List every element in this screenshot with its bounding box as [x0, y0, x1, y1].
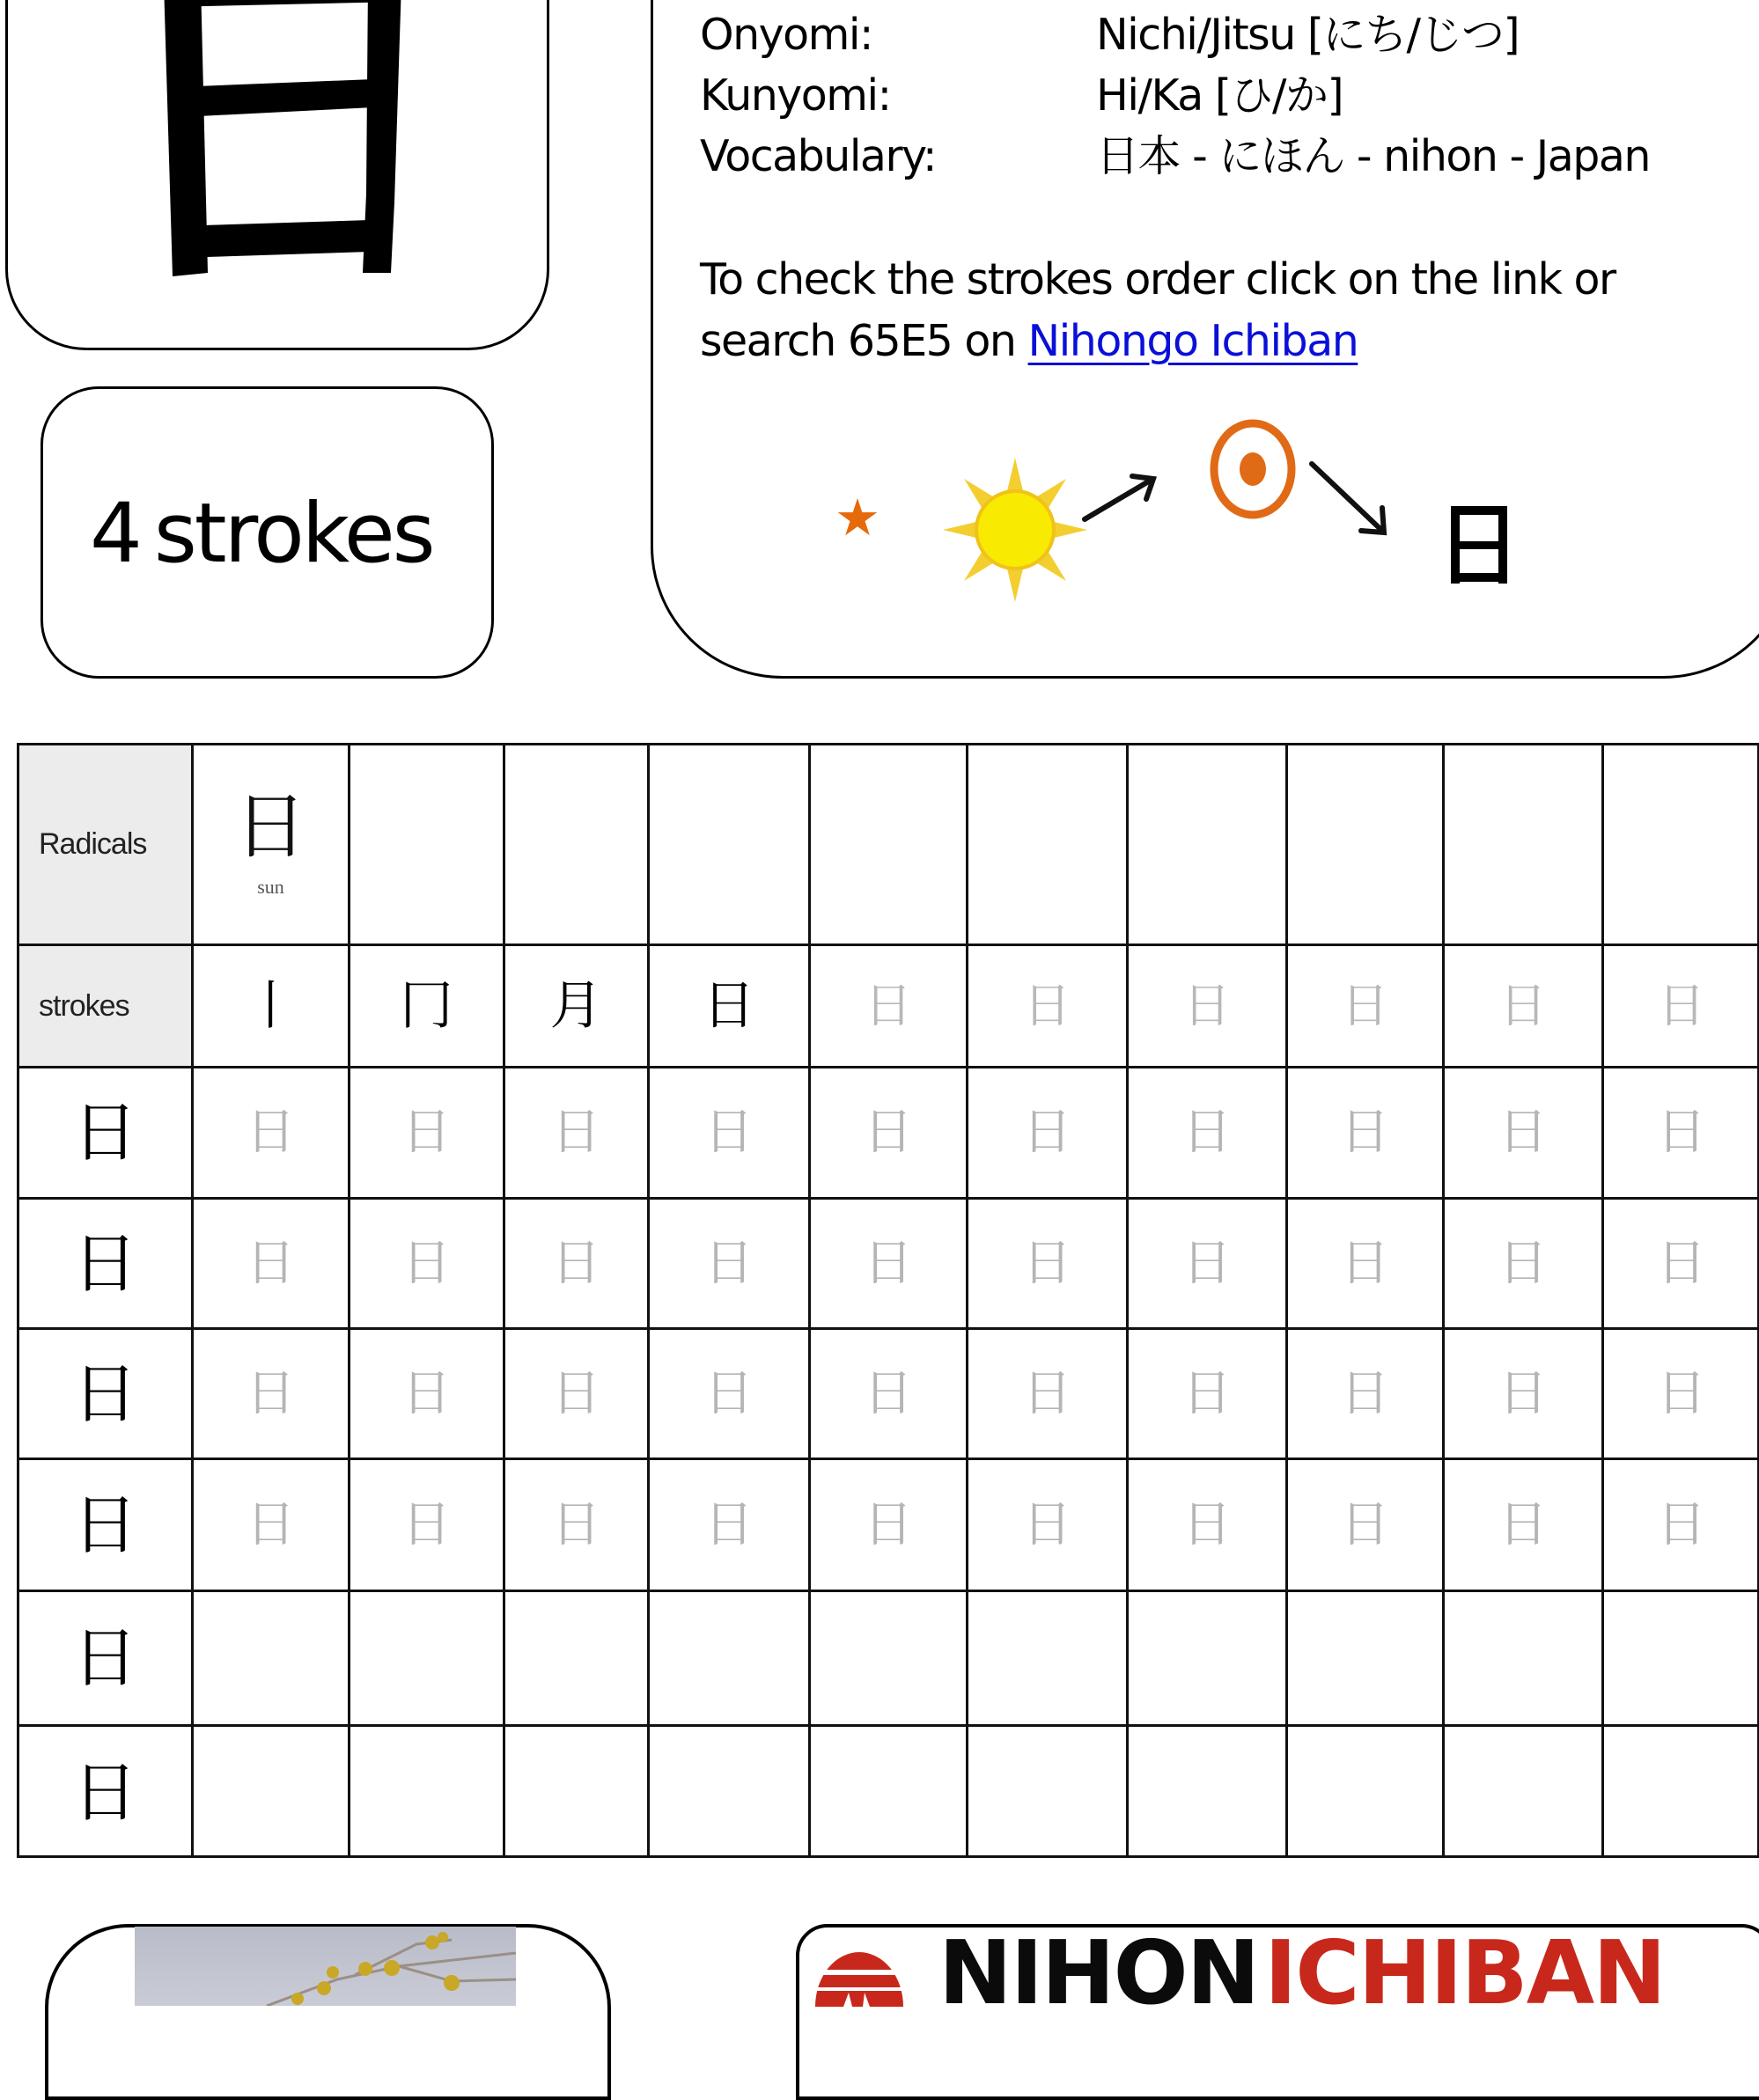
model-kanji-glyph: 日	[72, 1225, 138, 1302]
trace-cell	[1601, 1197, 1759, 1327]
blank-practice-cell	[1601, 1724, 1759, 1858]
trace-cell	[191, 1197, 348, 1327]
model-kanji-glyph: 日	[72, 1620, 138, 1696]
trace-glyph: 日	[551, 1364, 601, 1422]
empty-cell	[966, 743, 1126, 944]
trace-cell	[966, 1458, 1126, 1590]
stroke-step-glyph: 冂	[400, 975, 453, 1037]
trace-cell	[647, 1327, 808, 1458]
trace-cell	[966, 1327, 1126, 1458]
stroke-step-glyph: 日	[703, 975, 755, 1037]
blank-practice-cell	[647, 1590, 808, 1724]
blank-practice-cell	[808, 1724, 966, 1858]
blank-practice-cell	[191, 1724, 348, 1858]
trace-cell	[808, 1066, 966, 1197]
trace-glyph: 日	[1498, 1234, 1548, 1292]
trace-glyph: 日	[864, 1234, 913, 1292]
logo-word-nihon: NIHON	[938, 1921, 1259, 2024]
trace-glyph: 日	[551, 1234, 601, 1292]
trace-glyph: 日	[1657, 1364, 1706, 1422]
trace-cell	[191, 1458, 348, 1590]
trace-glyph: 日	[1183, 978, 1231, 1033]
trace-cell	[647, 1458, 808, 1590]
stroke-count-label: strokes	[153, 486, 433, 582]
blank-practice-cell	[808, 1590, 966, 1724]
model-kanji-glyph: 日	[72, 1754, 138, 1831]
trace-cell	[1601, 1066, 1759, 1197]
blank-practice-cell	[1126, 1590, 1285, 1724]
blank-practice-cell	[1442, 1590, 1601, 1724]
trace-glyph: 日	[1657, 1234, 1706, 1292]
trace-cell	[1126, 1066, 1285, 1197]
trace-glyph: 日	[865, 978, 912, 1033]
trace-glyph: 日	[704, 1364, 754, 1422]
trace-cell	[1285, 1458, 1442, 1590]
trace-cell	[1442, 1327, 1601, 1458]
result-kanji-icon	[1451, 506, 1507, 584]
blank-practice-cell	[966, 1590, 1126, 1724]
empty-cell	[348, 743, 503, 944]
onyomi-value: Nichi/Jitsu [にち/じつ]	[1096, 10, 1520, 60]
blank-practice-cell	[1285, 1724, 1442, 1858]
trace-glyph: 日	[1182, 1234, 1232, 1292]
trace-cell	[1285, 1066, 1442, 1197]
blank-practice-cell	[191, 1590, 348, 1724]
trace-glyph: 日	[1340, 1495, 1390, 1553]
trace-cell	[348, 1458, 503, 1590]
empty-cell	[1442, 743, 1601, 944]
trace-glyph: 日	[401, 1364, 452, 1422]
search-code-text: search 65E5 on	[700, 316, 1028, 366]
kunyomi-label: Kunyomi:	[700, 70, 891, 121]
trace-glyph: 日	[1182, 1495, 1232, 1553]
radical-block	[234, 784, 307, 899]
model-cell	[17, 1590, 191, 1724]
trace-cell	[966, 1197, 1126, 1327]
model-cell	[17, 1327, 191, 1458]
trace-glyph: 日	[864, 1495, 913, 1553]
trace-glyph: 日	[401, 1234, 452, 1292]
trace-glyph: 日	[246, 1104, 296, 1161]
trace-cell	[503, 1197, 647, 1327]
trace-glyph: 日	[864, 1104, 913, 1161]
radical-cell	[191, 743, 348, 944]
trace-glyph: 日	[1022, 1364, 1072, 1422]
trace-glyph: 日	[1182, 1364, 1232, 1422]
stroke-step-glyph: 丨	[244, 975, 298, 1037]
trace-glyph: 日	[1498, 1495, 1548, 1553]
stroke-step-cell	[647, 944, 808, 1066]
trace-glyph: 日	[1657, 1495, 1706, 1553]
empty-cell	[503, 743, 647, 944]
blank-practice-cell	[1442, 1724, 1601, 1858]
empty-cell	[1601, 743, 1759, 944]
trace-glyph: 日	[864, 1364, 913, 1422]
trace-glyph: 日	[551, 1495, 601, 1553]
trace-glyph: 日	[246, 1234, 296, 1292]
trace-glyph: 日	[1340, 1234, 1390, 1292]
trace-cell	[1126, 944, 1285, 1066]
sun-evolution-illustration	[924, 409, 1541, 638]
model-cell	[17, 1197, 191, 1327]
trace-glyph: 日	[1182, 1104, 1232, 1161]
trace-cell	[348, 1066, 503, 1197]
empty-cell	[808, 743, 966, 944]
model-kanji-glyph: 日	[72, 1355, 138, 1432]
logo-word-ichiban: ICHIBAN	[1264, 1921, 1665, 2024]
trace-cell	[1601, 1327, 1759, 1458]
radical-caption: sun	[257, 875, 284, 898]
vocabulary-value: 日本 - にほん - nihon - Japan	[1096, 131, 1650, 181]
stroke-step-glyph: 月	[549, 975, 603, 1037]
blank-practice-cell	[1285, 1590, 1442, 1724]
trace-cell	[348, 1327, 503, 1458]
trace-cell	[966, 944, 1126, 1066]
blank-practice-cell	[503, 1590, 647, 1724]
trace-cell	[966, 1066, 1126, 1197]
trace-glyph: 日	[1499, 978, 1547, 1033]
blank-practice-cell	[647, 1724, 808, 1858]
onyomi-label: Onyomi:	[700, 10, 872, 60]
big-kanji-glyph	[158, 0, 405, 282]
trace-glyph: 日	[246, 1364, 296, 1422]
trace-cell	[808, 1458, 966, 1590]
model-kanji-glyph: 日	[72, 1095, 138, 1171]
trace-glyph: 日	[401, 1495, 452, 1553]
trace-glyph: 日	[401, 1104, 452, 1161]
trace-glyph: 日	[704, 1495, 754, 1553]
trace-cell	[1442, 944, 1601, 1066]
trace-cell	[647, 1197, 808, 1327]
stroke-order-instruction-2	[700, 317, 1358, 366]
model-cell	[17, 1724, 191, 1858]
kunyomi-value: Hi/Ka [ひ/か]	[1096, 70, 1343, 121]
radicals-header: Radicals	[17, 743, 191, 944]
trace-glyph: 日	[1498, 1364, 1548, 1422]
blank-practice-cell	[348, 1590, 503, 1724]
trace-cell	[1285, 1327, 1442, 1458]
trace-cell	[1601, 1458, 1759, 1590]
trace-glyph: 日	[1022, 1495, 1072, 1553]
trace-glyph: 日	[704, 1234, 754, 1292]
rising-sun-logo-icon	[808, 1936, 909, 2007]
trace-glyph: 日	[246, 1495, 296, 1553]
stroke-step-cell	[348, 944, 503, 1066]
trace-glyph: 日	[551, 1104, 601, 1161]
trace-cell	[1285, 944, 1442, 1066]
stroke-step-cell	[191, 944, 348, 1066]
trace-glyph: 日	[1022, 1234, 1072, 1292]
blank-practice-cell	[1126, 1724, 1285, 1858]
trace-cell	[1442, 1197, 1601, 1327]
trace-glyph: 日	[1658, 978, 1705, 1033]
arrow-up-right-icon	[1085, 476, 1153, 519]
stroke-count-text	[90, 486, 433, 582]
blank-practice-cell	[1601, 1590, 1759, 1724]
trace-cell	[191, 1327, 348, 1458]
model-cell	[17, 1458, 191, 1590]
trace-cell	[1442, 1066, 1601, 1197]
empty-cell	[1285, 743, 1442, 944]
trace-cell	[503, 1458, 647, 1590]
trace-glyph: 日	[1498, 1104, 1548, 1161]
trace-cell	[503, 1066, 647, 1197]
strokes-header: strokes	[17, 944, 191, 1066]
trace-cell	[1126, 1458, 1285, 1590]
blank-practice-cell	[503, 1724, 647, 1858]
stroke-count-number: 4	[90, 486, 140, 582]
flower-branch-photo	[135, 1927, 516, 2006]
trace-cell	[808, 1197, 966, 1327]
sun-icon	[943, 458, 1087, 602]
trace-glyph: 日	[1022, 1104, 1072, 1161]
model-kanji-glyph: 日	[72, 1487, 138, 1563]
blank-practice-cell	[966, 1724, 1126, 1858]
model-cell	[17, 1066, 191, 1197]
trace-cell	[1442, 1458, 1601, 1590]
trace-glyph: 日	[1657, 1104, 1706, 1161]
grid-bottom-border	[17, 1855, 1759, 1858]
trace-glyph: 日	[1341, 978, 1389, 1033]
trace-cell	[348, 1197, 503, 1327]
trace-cell	[1126, 1327, 1285, 1458]
trace-cell	[1126, 1197, 1285, 1327]
arrow-down-right-icon	[1312, 464, 1384, 532]
empty-cell	[1126, 743, 1285, 944]
trace-glyph: 日	[1023, 978, 1071, 1033]
trace-cell	[647, 1066, 808, 1197]
trace-glyph: 日	[1340, 1364, 1390, 1422]
trace-cell	[808, 1327, 966, 1458]
radical-glyph: 日	[234, 784, 307, 869]
stroke-step-cell	[503, 944, 647, 1066]
trace-glyph: 日	[1340, 1104, 1390, 1161]
trace-cell	[1601, 944, 1759, 1066]
vocabulary-label: Vocabulary:	[700, 131, 937, 181]
trace-cell	[808, 944, 966, 1066]
stroke-order-instruction: To check the strokes order click on the link or	[700, 254, 1615, 305]
trace-cell	[503, 1327, 647, 1458]
star-icon: ★	[835, 489, 880, 547]
blank-practice-cell	[348, 1724, 503, 1858]
trace-cell	[1285, 1197, 1442, 1327]
nihongo-ichiban-link[interactable]: Nihongo Ichiban	[1027, 316, 1358, 366]
trace-cell	[191, 1066, 348, 1197]
target-circle-icon	[1214, 423, 1292, 515]
trace-glyph: 日	[704, 1104, 754, 1161]
empty-cell	[647, 743, 808, 944]
